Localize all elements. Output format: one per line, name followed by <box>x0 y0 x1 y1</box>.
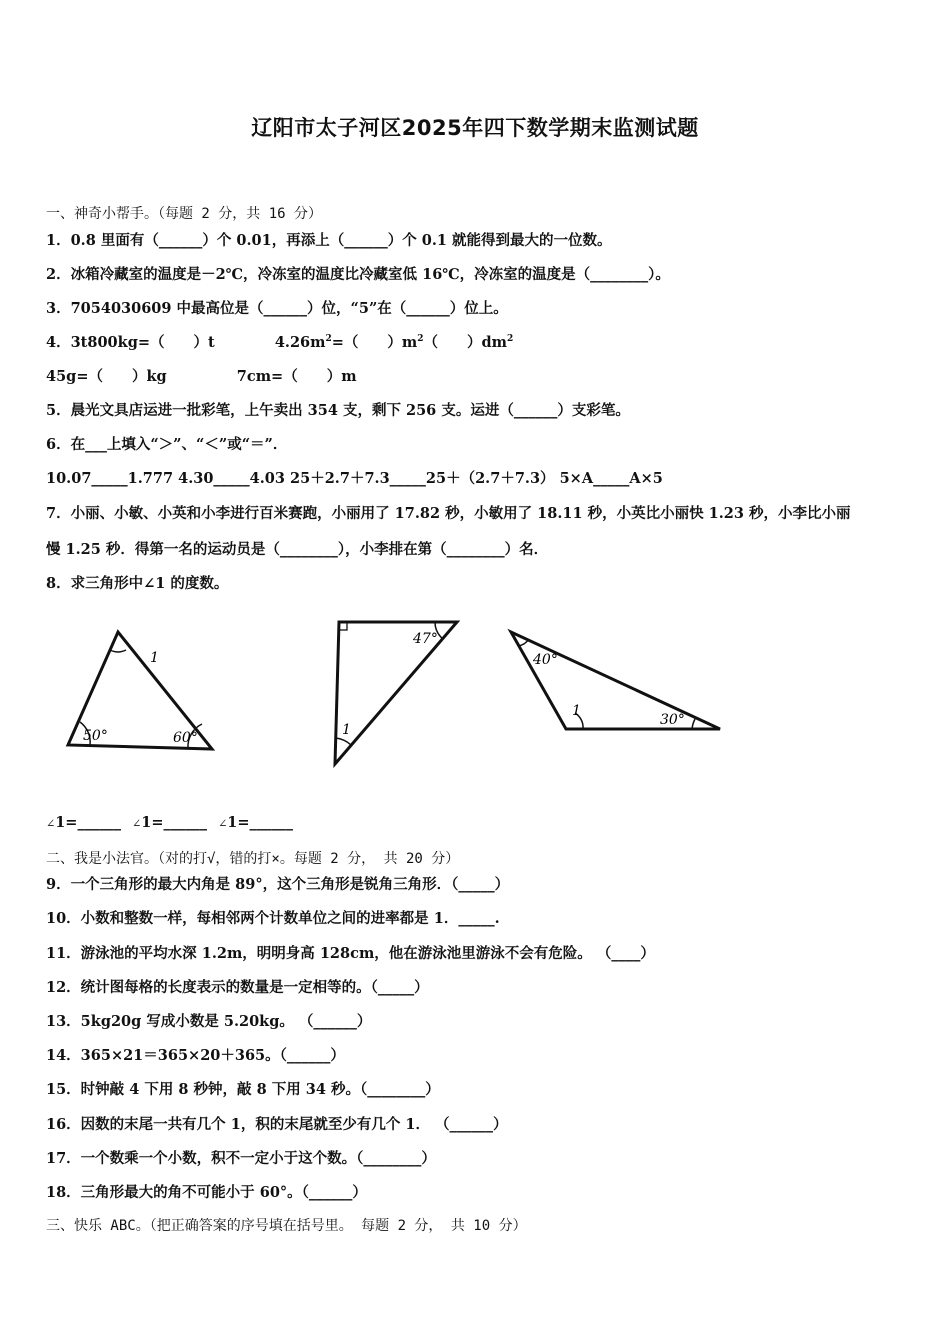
question-6-comparisons: 10.07_____1.777 4.30_____4.03 25＋2.7＋7.3_____25＋（2.7＋7.3） 5×A_____A×5 <box>46 470 663 487</box>
question-12: 12．统计图每格的长度表示的数量是一定相等的。（_____） <box>46 979 429 996</box>
triangle-3-angle-right: 30° <box>660 712 685 728</box>
triangle-3-angle-top: 40° <box>533 652 558 668</box>
triangle-3 <box>511 632 720 729</box>
question-7-line-1: 7．小丽、小敏、小英和小李进行百米赛跑，小丽用了 17.82 秒，小敏用了 18.11 秒，小英比小丽快 1.23 秒，小李比小丽 <box>46 505 851 522</box>
question-11: 11．游泳池的平均水深 1.2m，明明身高 128cm，他在游泳池里游泳不会有危险。 （____） <box>46 945 655 962</box>
question-7-line-2: 慢 1.25 秒．得第一名的运动员是（________），小李排在第（________）名． <box>46 541 549 558</box>
page-title: 辽阳市太子河区2025年四下数学期末监测试题 <box>251 116 699 140</box>
triangle-2 <box>335 622 457 764</box>
question-9: 9．一个三角形的最大内角是 89°，这个三角形是锐角三角形．（_____） <box>46 876 510 893</box>
question-10: 10．小数和整数一样，每相邻两个计数单位之间的进率都是 1．_____. <box>46 910 500 927</box>
triangle-1-angle-left: 50° <box>83 728 108 744</box>
section-1-heading: 一、神奇小帮手。（每题 2 分，共 16 分） <box>46 206 322 222</box>
q4-part-a: 4．3t800kg=（ ）t <box>46 334 215 351</box>
question-18: 18．三角形最大的角不可能小于 60°。（______） <box>46 1184 367 1201</box>
question-6: 6．在___上填入“＞”、“＜”或“＝”． <box>46 436 288 453</box>
section-3-heading: 三、快乐 ABC。（把正确答案的序号填在括号里。 每题 2 分， 共 10 分） <box>46 1218 527 1234</box>
question-13: 13．5kg20g 写成小数是 5.20kg。 （______） <box>46 1013 372 1030</box>
question-3: 3．7054030609 中最高位是（______）位，“5”在（______）位上。 <box>46 300 508 317</box>
triangle-3-angle-bottom-left: 1 <box>572 703 581 719</box>
question-2: 2．冰箱冷藏室的温度是－2℃，冷冻室的温度比冷藏室低 16℃，冷冻室的温度是（________）。 <box>46 266 670 283</box>
question-8-answers <box>46 814 299 831</box>
question-4-row-1 <box>46 331 513 352</box>
question-5: 5．晨光文具店运进一批彩笔，上午卖出 354 支，剩下 256 支。运进（______）支彩笔。 <box>46 402 630 419</box>
question-8: 8．求三角形中∠1 的度数。 <box>46 575 229 592</box>
q4-part-d: 7cm=（ ）m <box>236 368 357 385</box>
triangle-figures <box>40 612 740 782</box>
triangle-2-angle-top: 47° <box>413 631 438 647</box>
section-2-heading: 二、我是小法官。（对的打√，错的打×。每题 2 分， 共 20 分） <box>46 851 460 867</box>
question-17: 17．一个数乘一个小数，积不一定小于这个数。（________） <box>46 1150 436 1167</box>
question-15: 15．时钟敲 4 下用 8 秒钟，敲 8 下用 34 秒。（________） <box>46 1081 440 1098</box>
question-14: 14．365×21＝365×20＋365。（______） <box>46 1047 345 1064</box>
triangle-1-angle-right: 60° <box>173 730 198 746</box>
question-1: 1．0.8 里面有（______）个 0.01，再添上（______）个 0.1 就能得到最大的一位数。 <box>46 232 612 249</box>
question-16: 16．因数的末尾一共有几个 1，积的末尾就至少有几个 1． （______） <box>46 1116 508 1133</box>
q4-part-c: 45g=（ ）kg <box>46 368 167 385</box>
q4-part-b: $4.26m^2=$（ ）$m^2$（ ）$dm^2$ <box>274 334 514 351</box>
answer-blank-2[interactable]: ∠1=______ <box>132 814 207 831</box>
question-4-row-2 <box>46 365 357 386</box>
answer-blank-3[interactable]: ∠1=______ <box>218 814 294 831</box>
triangle-1-angle-top: 1 <box>150 650 159 666</box>
answer-blank-1[interactable]: ∠1=______ <box>46 814 121 831</box>
triangle-2-angle-bottom: 1 <box>342 722 351 738</box>
